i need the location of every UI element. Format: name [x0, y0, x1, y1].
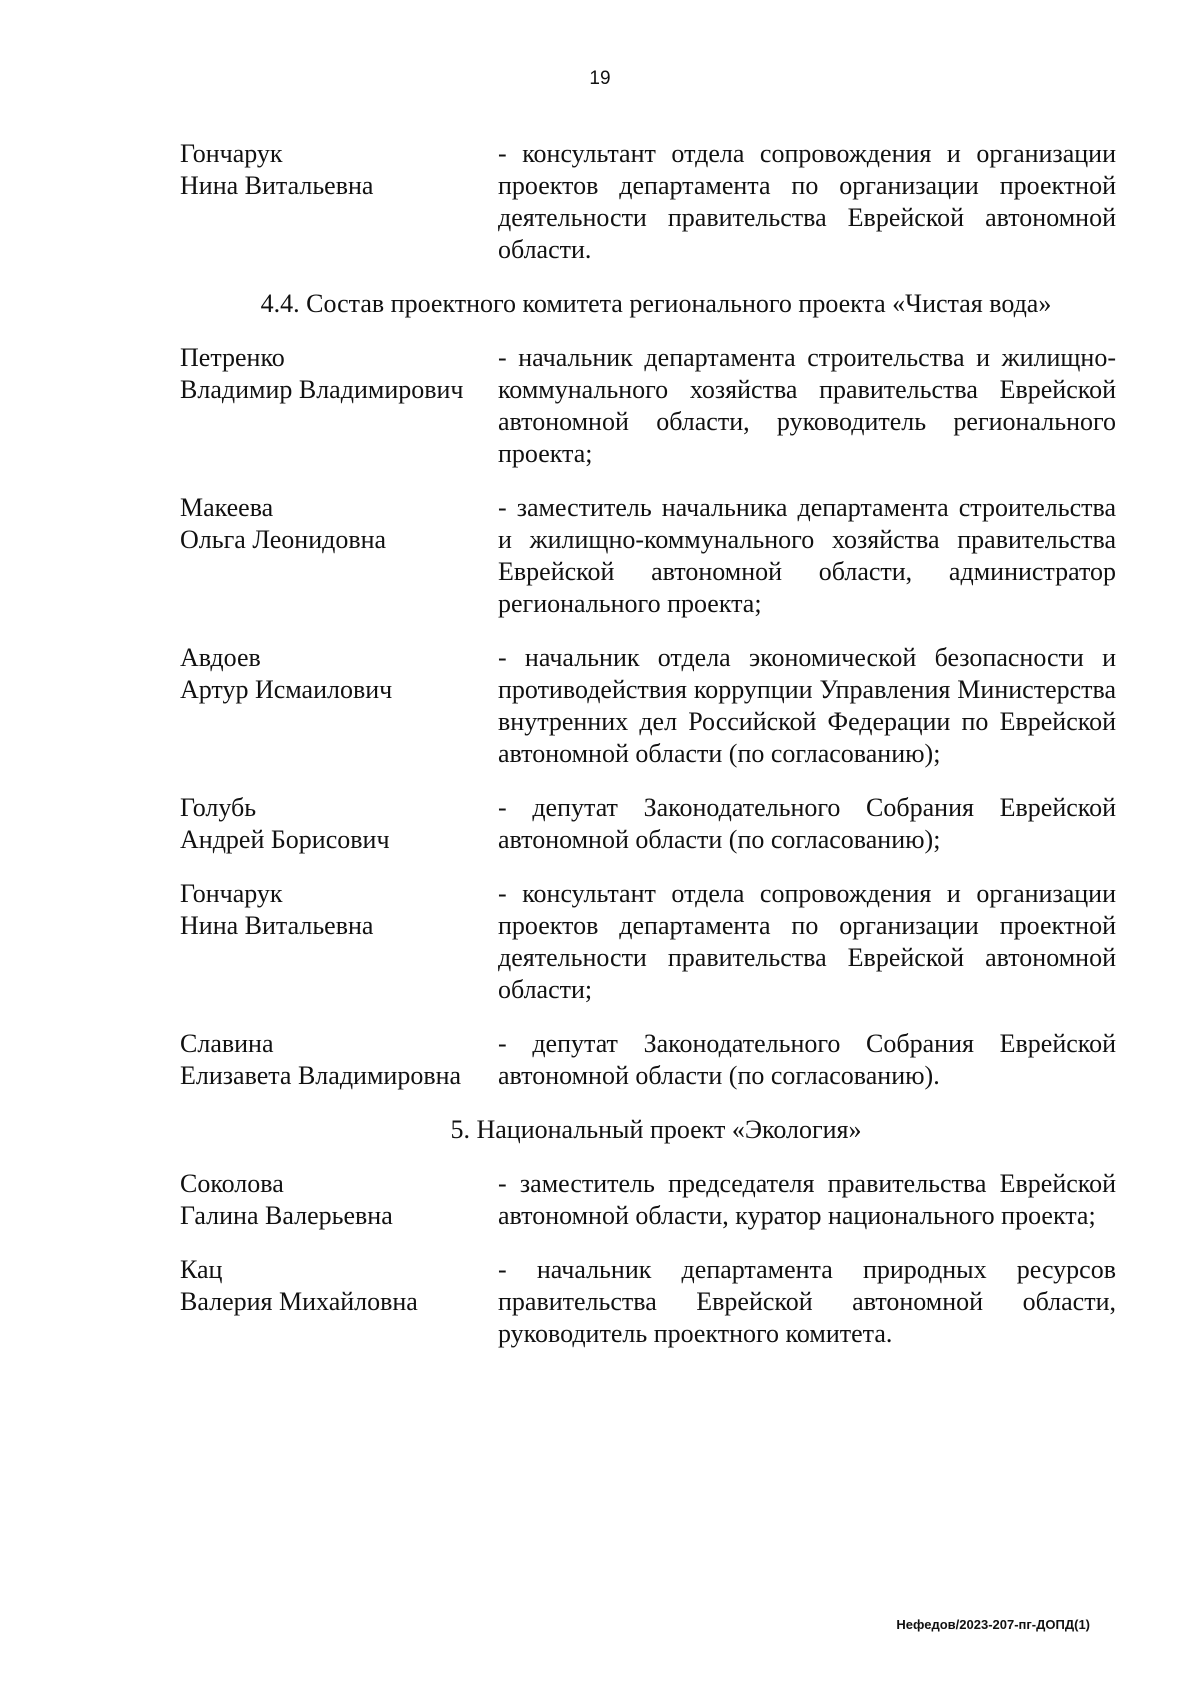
member-given-names: Владимир Владимирович — [180, 375, 464, 404]
member-surname: Макеева — [180, 493, 274, 522]
member-name — [180, 642, 498, 770]
member-given-names: Елизавета Владимировна — [180, 1061, 462, 1090]
document-footer-reference: Нефедов/2023-207-пг-ДОПД(1) — [896, 1617, 1090, 1632]
member-name — [180, 138, 498, 266]
document-body — [180, 138, 1132, 1350]
member-role: - депутат Законодательного Собрания Еврейской автономной области (по согласованию); — [498, 793, 1116, 854]
member-entry — [180, 642, 1132, 770]
member-surname: Гончарук — [180, 139, 283, 168]
member-role: - начальник отдела экономической безопасности и противодействия коррупции Управления Министерства внутренних дел Российской Федерации по Еврейской автономной области (по согласованию); — [498, 643, 1116, 768]
block-continuation — [180, 138, 1132, 266]
member-entry — [180, 1254, 1132, 1350]
member-entry — [180, 1028, 1132, 1092]
member-given-names: Валерия Михайловна — [180, 1287, 418, 1316]
member-entry — [180, 492, 1132, 620]
member-given-names: Нина Витальевна — [180, 171, 374, 200]
member-role: - консультант отдела сопровождения и организации проектов департамента по организации проектной деятельности правительства Еврейской автономной области; — [498, 879, 1116, 1004]
member-surname: Соколова — [180, 1169, 284, 1198]
member-name — [180, 1168, 498, 1232]
member-given-names: Андрей Борисович — [180, 825, 390, 854]
section-heading: 4.4. Состав проектного комитета регионального проекта «Чистая вода» — [260, 289, 1052, 318]
member-role: - депутат Законодательного Собрания Еврейской автономной области (по согласованию). — [498, 1029, 1116, 1090]
member-name — [180, 878, 498, 1006]
block-ecology — [180, 1114, 1132, 1350]
member-name — [180, 342, 498, 470]
member-entry — [180, 792, 1132, 856]
member-given-names: Ольга Леонидовна — [180, 525, 387, 554]
member-name — [180, 1254, 498, 1350]
block-clean-water — [180, 288, 1132, 1092]
member-role: - начальник департамента природных ресурсов правительства Еврейской автономной области, руководитель проектного комитета. — [498, 1255, 1116, 1348]
member-given-names: Галина Валерьевна — [180, 1201, 393, 1230]
member-surname: Гончарук — [180, 879, 283, 908]
member-given-names: Нина Витальевна — [180, 911, 374, 940]
member-surname: Петренко — [180, 343, 285, 372]
member-role: - заместитель начальника департамента строительства и жилищно-коммунального хозяйства правительства Еврейской автономной области, администратор регионального проекта; — [498, 493, 1116, 618]
page-number: 19 — [589, 68, 611, 89]
member-surname: Славина — [180, 1029, 274, 1058]
member-surname: Кац — [180, 1255, 223, 1284]
member-surname: Голубь — [180, 793, 257, 822]
member-entry — [180, 138, 1132, 266]
member-given-names: Артур Исмаилович — [180, 675, 393, 704]
member-surname: Авдоев — [180, 643, 261, 672]
member-name — [180, 492, 498, 620]
member-role: - начальник департамента строительства и жилищно-коммунального хозяйства правительства Еврейской автономной области, руководитель регионального проекта; — [498, 343, 1116, 468]
section-heading: 5. Национальный проект «Экология» — [450, 1115, 862, 1144]
member-role: - консультант отдела сопровождения и организации проектов департамента по организации проектной деятельности правительства Еврейской автономной области. — [498, 139, 1116, 264]
member-name — [180, 1028, 498, 1092]
member-role: - заместитель председателя правительства Еврейской автономной области, куратор национального проекта; — [498, 1169, 1116, 1230]
member-entry — [180, 342, 1132, 470]
member-entry — [180, 1168, 1132, 1232]
member-name — [180, 792, 498, 856]
member-entry — [180, 878, 1132, 1006]
